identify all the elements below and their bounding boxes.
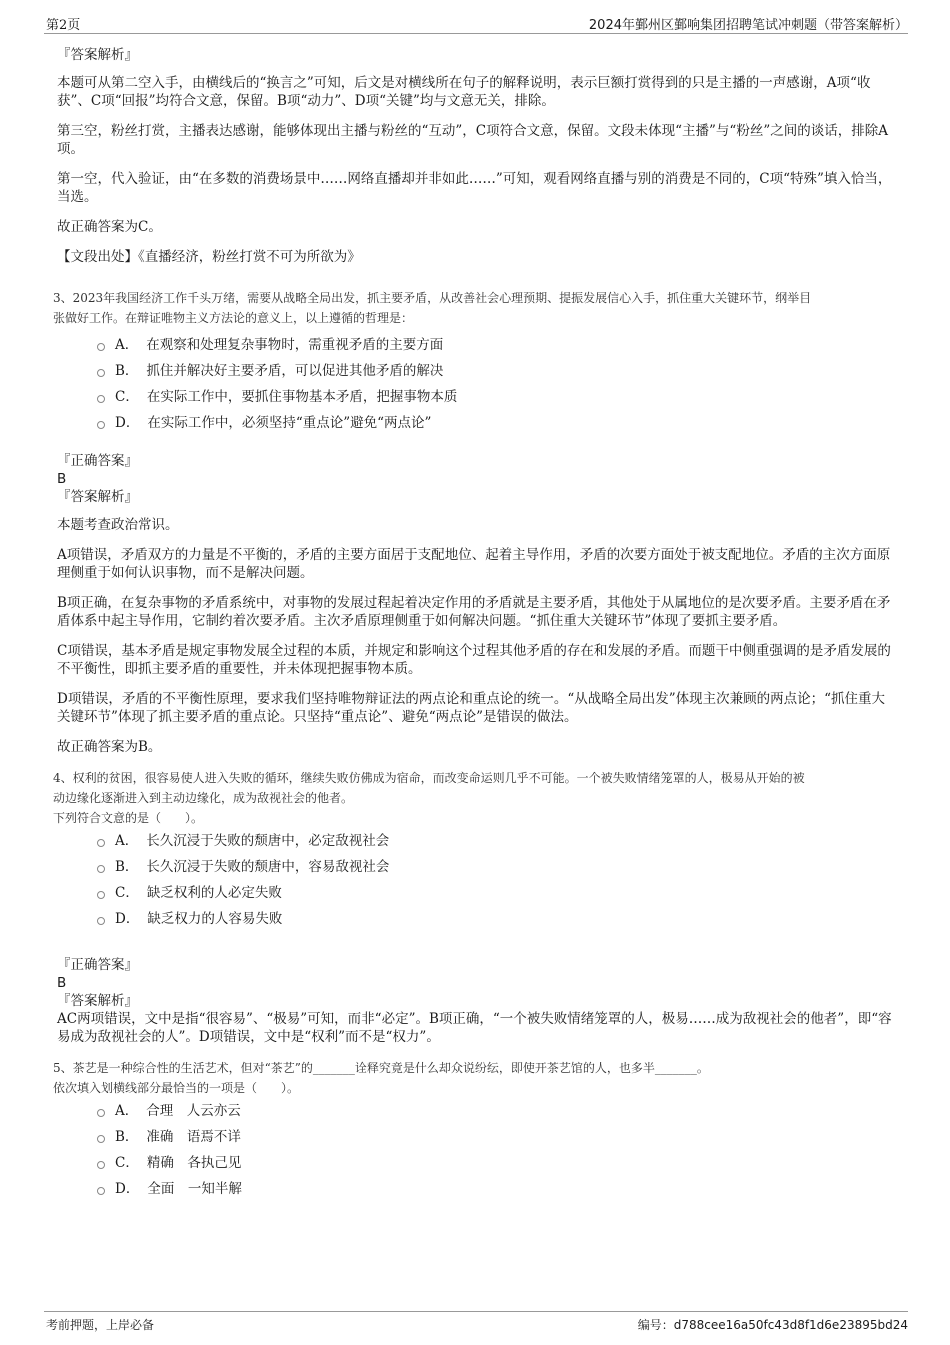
radio-icon[interactable] — [97, 1109, 105, 1117]
source-citation: 【文段出处】《直播经济，粉丝打赏不可为所欲为》 — [57, 249, 361, 265]
correct-answer: B — [57, 975, 67, 991]
option-c[interactable]: C． 缺乏权利的人必定失败 — [97, 884, 895, 910]
option-a[interactable]: A． 长久沉浸于失败的颓唐中，必定敌视社会 — [97, 832, 895, 858]
correct-answer: B — [57, 471, 67, 487]
answer-conclusion: 故正确答案为B。 — [57, 739, 162, 755]
option-list — [97, 1102, 895, 1206]
radio-icon[interactable] — [97, 369, 105, 377]
question-prompt: 下列符合文意的是（ ）。 — [53, 811, 204, 825]
option-a[interactable]: A． 在观察和处理复杂事物时，需重视矛盾的主要方面 — [97, 336, 895, 362]
correct-answer-label: 『正确答案』 — [57, 453, 138, 469]
option-b[interactable]: B． 抓住并解决好主要矛盾，可以促进其他矛盾的解决 — [97, 362, 895, 388]
analysis-paragraph: 本题可从第二空入手，由横线后的“换言之”可知，后文是对横线所在句子的解释说明，表示巨额打赏得到的只是主播的一声感谢，A项“收获”、C项“回报”均符合文意，保留。B项“动力”、D项“关键”均与文意无关，排除。 — [57, 75, 871, 109]
question-stem: 4、权利的贫困，很容易使人进入失败的循环，继续失败仿佛成为宿命，而改变命运则几乎不可能。一个被失败情绪笼罩的人，极易从开始的被 — [53, 771, 805, 785]
analysis-paragraph: A项错误，矛盾双方的力量是不平衡的，矛盾的主要方面居于支配地位、起着主导作用，矛盾的次要方面处于被支配地位。矛盾的主次方面原理侧重于如何认识事物，而不是解决问题。 — [57, 547, 891, 581]
option-list — [97, 336, 895, 440]
correct-answer-label: 『正确答案』 — [57, 957, 138, 973]
analysis-paragraph: AC两项错误，文中是指“很容易”、“极易”可知，而非“必定”。B项正确，“一个被失败情绪笼罩的人，极易……成为敌视社会的他者”，即“容易成为敌视社会的人”。D项错误，文中是“权利”而不是“权力”。 — [57, 1011, 892, 1045]
option-d[interactable]: D． 在实际工作中，必须坚持“重点论”避免“两点论” — [97, 414, 895, 440]
analysis-paragraph: 第一空，代入验证，由“在多数的消费场景中……网络直播却并非如此……”可知，观看网络直播与别的消费是不同的，C项“特殊”填入恰当，当选。 — [57, 171, 892, 205]
option-a[interactable]: A． 合理 人云亦云 — [97, 1102, 895, 1128]
radio-icon[interactable] — [97, 917, 105, 925]
question-stem: 动边缘化逐渐进入到主动边缘化，成为敌视社会的他者。 — [53, 791, 354, 805]
analysis-paragraph: 本题考查政治常识。 — [57, 517, 179, 533]
radio-icon[interactable] — [97, 1135, 105, 1143]
analysis-paragraph: D项错误，矛盾的不平衡性原理，要求我们坚持唯物辩证法的两点论和重点论的统一。“从战略全局出发”体现主次兼顾的两点论；“抓住重大关键环节”体现了抓主要矛盾的重点论。只坚持“重点论”、避免“两点论”是错误的做法。 — [57, 691, 886, 725]
footer-slogan: 考前押题，上岸必备 — [46, 1318, 155, 1332]
question-stem: 3、2023年我国经济工作千头万绪，需要从战略全局出发，抓主要矛盾，从改善社会心理预期、提振发展信心入手，抓住重大关键环节，纲举目 — [53, 291, 812, 305]
radio-icon[interactable] — [97, 343, 105, 351]
header-divider — [44, 33, 908, 34]
document-code: 编号：d788cee16a50fc43d8f1d6e23895bd24 — [637, 1318, 908, 1332]
document-title: 2024年鄞州区鄞响集团招聘笔试冲刺题（带答案解析） — [588, 18, 908, 33]
analysis-label: 『答案解析』 — [57, 47, 138, 63]
page-content — [53, 46, 895, 1218]
option-b[interactable]: B． 准确 语焉不详 — [97, 1128, 895, 1154]
footer-divider — [44, 1311, 908, 1312]
option-list — [97, 832, 895, 936]
radio-icon[interactable] — [97, 1187, 105, 1195]
question-prompt: 依次填入划横线部分最恰当的一项是（ ）。 — [53, 1081, 300, 1095]
analysis-paragraph: C项错误，基本矛盾是规定事物发展全过程的本质，并规定和影响这个过程其他矛盾的存在和发展的矛盾。而题干中侧重强调的是矛盾发展的不平衡性，即抓主要矛盾的重要性，并未体现把握事物本质。 — [57, 643, 891, 677]
radio-icon[interactable] — [97, 1161, 105, 1169]
question-stem: 张做好工作。在辩证唯物主义方法论的意义上，以上遵循的哲理是： — [53, 311, 414, 325]
analysis-paragraph: 第三空，粉丝打赏，主播表达感谢，能够体现出主播与粉丝的“互动”，C项符合文意，保留。文段未体现“主播”与“粉丝”之间的谈话，排除A项。 — [57, 123, 888, 157]
analysis-label: 『答案解析』 — [57, 489, 138, 505]
radio-icon[interactable] — [97, 891, 105, 899]
radio-icon[interactable] — [97, 395, 105, 403]
option-d[interactable]: D． 全面 一知半解 — [97, 1180, 895, 1206]
radio-icon[interactable] — [97, 865, 105, 873]
option-d[interactable]: D． 缺乏权力的人容易失败 — [97, 910, 895, 936]
question-stem: 5、茶艺是一种综合性的生活艺术，但对“茶艺”的_______诠释究竟是什么却众说纷纭，即使开茶艺馆的人，也多半_______。 — [53, 1061, 709, 1075]
analysis-paragraph: B项正确，在复杂事物的矛盾系统中，对事物的发展过程起着决定作用的矛盾就是主要矛盾，其他处于从属地位的是次要矛盾。主要矛盾在矛盾体系中起主导作用，它制约着次要矛盾。主次矛盾原理侧重于如何解决问题。“抓住重大关键环节”体现了要抓主要矛盾。 — [57, 595, 891, 629]
answer-conclusion: 故正确答案为C。 — [57, 219, 162, 235]
option-c[interactable]: C． 在实际工作中，要抓住事物基本矛盾，把握事物本质 — [97, 388, 895, 414]
option-c[interactable]: C． 精确 各执己见 — [97, 1154, 895, 1180]
radio-icon[interactable] — [97, 421, 105, 429]
option-b[interactable]: B． 长久沉浸于失败的颓唐中，容易敌视社会 — [97, 858, 895, 884]
page-number: 第2页 — [46, 18, 81, 33]
radio-icon[interactable] — [97, 839, 105, 847]
analysis-label: 『答案解析』 — [57, 993, 138, 1009]
